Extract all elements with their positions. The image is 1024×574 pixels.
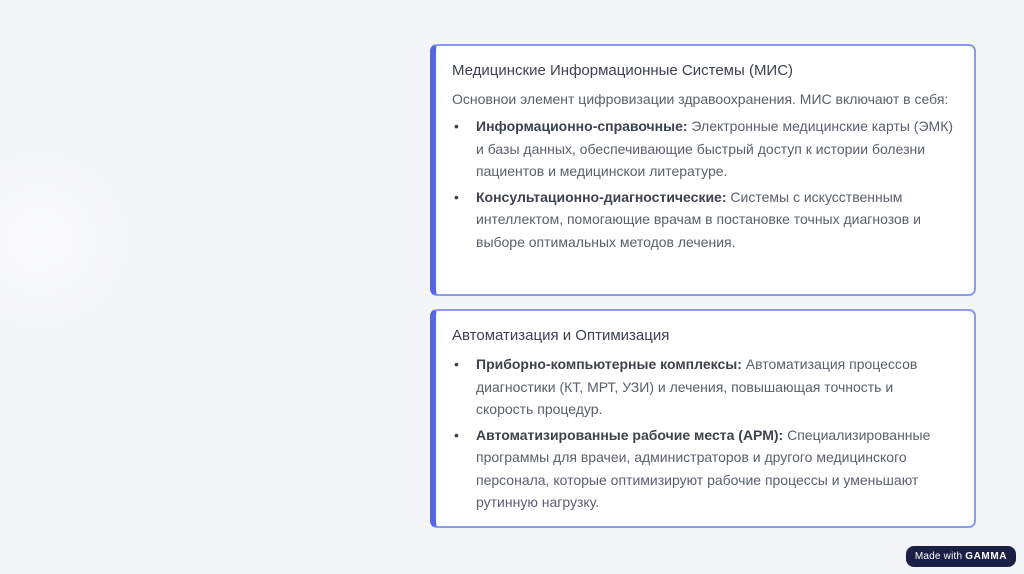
list-item-text: Системы с искусственным интеллектом, помогающие врачам в постановке точных диагнозов и выборе оптимальных методов лечения. [476,188,921,250]
list-item-term: Консультационно-диагностические: [476,188,727,205]
list-item-text: Специализированные программы для врачеи, администраторов и другого медицинского персонала, которые оптимизируют рабочие процессы и уменьшают рутинную нагрузку. [476,426,931,510]
badge-prefix: Made with [914,551,966,562]
mis-card-intro: Основнои элемент цифровизации здравоохранения. МИС включают в себя: [452,91,949,107]
gamma-logo: GAMMA [965,551,1008,562]
list-item-text: Электронные медицинские карты (ЭМК) и базы данных, обеспечивающие быстрый доступ к истории болезни пациентов и медицинскои литературе. [476,118,954,179]
automation-card [430,309,976,528]
bullet-icon: • [454,188,459,205]
mis-card-title: Медицинские Информационные Системы (МИС) [452,62,794,79]
bullet-icon: • [454,356,459,372]
mis-card-list [452,115,954,253]
list-item-term: Приборно-компьютерные комплексы: [476,356,742,372]
made-with-gamma-badge[interactable] [906,546,1016,567]
bullet-icon: • [454,118,459,134]
list-item [452,424,954,514]
automation-card-title: Автоматизация и Оптимизация [452,327,670,344]
list-item [452,115,954,183]
list-item-text: Автоматизация процессов диагностики (КТ, МРТ, УЗИ) и лечения, повышающая точность и скорость процедур. [476,356,918,417]
list-item-term: Информационно-справочные: [476,118,688,134]
mis-card [430,44,976,296]
background-glow [0,140,140,340]
list-item-term: Автоматизированные рабочие места (АРМ): [476,426,784,443]
list-item [452,353,954,421]
bullet-icon: • [454,426,459,443]
list-item [452,186,954,254]
automation-card-list [452,353,954,514]
